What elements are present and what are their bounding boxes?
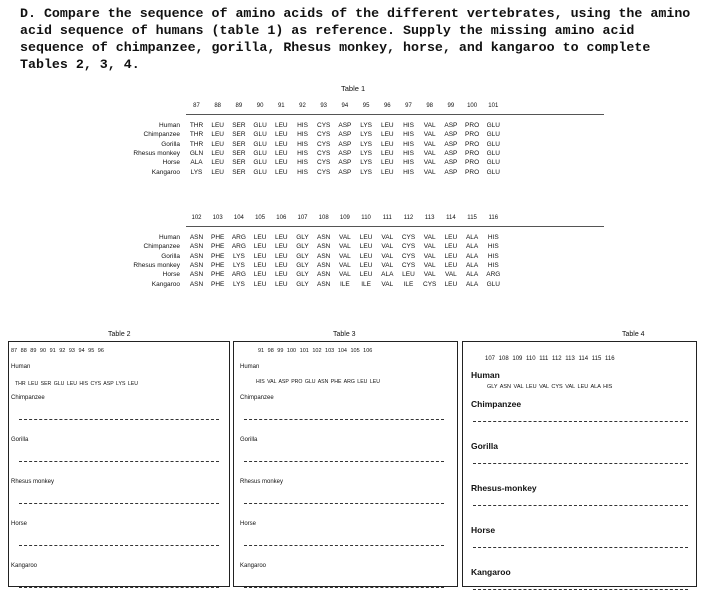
amino-acid: LEU: [253, 261, 267, 269]
position-number: 106: [276, 215, 287, 221]
species-label: Horse: [162, 159, 180, 167]
amino-acid: SER: [232, 140, 246, 148]
position-number: 98: [426, 103, 434, 109]
amino-acid: LEU: [274, 122, 288, 129]
amino-acid: VAL: [338, 234, 351, 241]
amino-acid: LEU: [274, 243, 288, 251]
amino-acid: GLY: [296, 252, 309, 260]
amino-acid: CYS: [317, 122, 331, 129]
amino-acid: HIS: [487, 261, 499, 269]
position-number: 97: [405, 103, 412, 109]
amino-acid: VAL: [423, 261, 436, 269]
amino-acid: VAL: [381, 280, 394, 288]
amino-acid: LEU: [380, 168, 394, 176]
position-number: 88: [214, 103, 222, 109]
position-number: 93: [320, 103, 328, 109]
amino-acid: ASP: [338, 149, 352, 157]
table2-human-label: Human: [11, 364, 31, 370]
table3-human-label: Human: [240, 364, 260, 370]
position-number: 95: [362, 103, 370, 109]
position-number: 101: [488, 103, 499, 109]
amino-acid: ASN: [189, 280, 204, 288]
amino-acid: LEU: [253, 271, 267, 279]
species-label: Gorilla: [161, 140, 180, 148]
header-rule: [186, 114, 604, 115]
species-label: Chimpanzee: [11, 395, 45, 401]
species-label: Rhesus monkey: [133, 149, 180, 157]
position-number: 108: [318, 215, 329, 221]
amino-acid: HIS: [403, 149, 414, 157]
amino-acid: PHE: [211, 234, 225, 241]
table4-positions: 107 108 109 110 111 112 113 114 115 116: [485, 356, 615, 362]
amino-acid: GLY: [296, 271, 309, 279]
position-number: 100: [467, 103, 478, 109]
amino-acid: CYS: [401, 243, 416, 251]
position-number: 89: [235, 103, 243, 109]
species-label: Rhesus monkey: [240, 479, 284, 485]
amino-acid: PHE: [211, 252, 225, 260]
amino-acid: PRO: [465, 131, 480, 139]
amino-acid: ALA: [465, 261, 479, 269]
amino-acid: LEU: [274, 131, 288, 139]
amino-acid: VAL: [338, 243, 351, 251]
amino-acid: LEU: [444, 261, 458, 269]
amino-acid: GLU: [253, 131, 267, 139]
answer-blank[interactable]: [244, 461, 444, 462]
amino-acid: GLU: [253, 168, 267, 176]
amino-acid: PRO: [465, 168, 480, 176]
amino-acid: LYS: [360, 122, 372, 129]
position-number: 104: [233, 215, 244, 221]
amino-acid: LYS: [232, 280, 245, 288]
amino-acid: LEU: [380, 122, 394, 129]
amino-acid: LYS: [360, 168, 372, 176]
amino-acid: ALA: [465, 252, 479, 260]
amino-acid: LEU: [274, 168, 288, 176]
species-label: Chimpanzee: [143, 243, 180, 251]
species-label: Gorilla: [240, 437, 258, 443]
amino-acid: LEU: [274, 140, 288, 148]
position-number: 107: [297, 215, 308, 221]
amino-acid: GLU: [486, 149, 500, 157]
amino-acid: LEU: [444, 252, 458, 260]
amino-acid: HIS: [403, 122, 414, 129]
table3-human-seq: HIS VAL ASP PRO GLU ASN PHE ARG LEU LEU: [256, 379, 380, 385]
amino-acid: VAL: [423, 271, 436, 279]
amino-acid: LEU: [359, 252, 373, 260]
amino-acid: LEU: [380, 140, 394, 148]
species-label: Kangaroo: [151, 280, 180, 288]
species-label: Horse: [471, 525, 496, 535]
amino-acid: VAL: [338, 252, 351, 260]
amino-acid: HIS: [297, 131, 308, 139]
amino-acid: ASP: [444, 122, 458, 129]
amino-acid: ASN: [189, 252, 204, 260]
answer-blank[interactable]: [19, 503, 219, 504]
amino-acid: VAL: [381, 261, 394, 269]
amino-acid: SER: [232, 122, 246, 129]
amino-acid: VAL: [423, 122, 436, 129]
position-number: 99: [447, 103, 455, 109]
amino-acid: LYS: [360, 149, 372, 157]
amino-acid: HIS: [487, 234, 499, 241]
amino-acid: LEU: [211, 140, 225, 148]
position-number: 91: [277, 103, 285, 109]
amino-acid: GLU: [253, 140, 267, 148]
position-number: 112: [403, 215, 414, 221]
amino-acid: HIS: [403, 131, 414, 139]
amino-acid: GLU: [486, 140, 500, 148]
amino-acid: HIS: [487, 252, 499, 260]
position-number: 110: [361, 215, 371, 221]
species-label: Horse: [240, 521, 257, 527]
answer-blank[interactable]: [244, 503, 444, 504]
amino-acid: GLY: [296, 261, 309, 269]
amino-acid: LYS: [232, 252, 245, 260]
amino-acid: ARG: [231, 271, 246, 279]
amino-acid: LEU: [444, 280, 458, 288]
position-number: 90: [256, 103, 264, 109]
amino-acid: VAL: [444, 271, 457, 279]
amino-acid: LEU: [274, 234, 288, 241]
amino-acid: LYS: [232, 261, 245, 269]
answer-blank[interactable]: [473, 421, 688, 422]
answer-blank[interactable]: [244, 587, 444, 588]
amino-acid: SER: [232, 131, 246, 139]
position-number: 115: [467, 215, 477, 221]
amino-acid: ASP: [444, 168, 458, 176]
amino-acid: LEU: [253, 243, 267, 251]
amino-acid: LYS: [360, 131, 372, 139]
answer-blank[interactable]: [473, 589, 688, 590]
answer-blank[interactable]: [473, 505, 688, 506]
amino-acid: LEU: [211, 149, 225, 157]
amino-acid: HIS: [297, 149, 308, 157]
amino-acid: GLU: [253, 159, 267, 167]
position-number: 105: [255, 215, 266, 221]
amino-acid: ALA: [381, 271, 394, 279]
amino-acid: SER: [232, 159, 246, 167]
amino-acid: LEU: [380, 149, 394, 157]
amino-acid: VAL: [423, 243, 436, 251]
amino-acid: ASN: [317, 271, 331, 279]
table2-human-seq: THR LEU SER GLU LEU HIS CYS ASP LYS LEU: [15, 381, 138, 387]
table2-title: Table 2: [108, 331, 131, 338]
amino-acid: ALA: [465, 280, 479, 288]
amino-acid: LEU: [274, 252, 288, 260]
amino-acid: ALA: [465, 243, 479, 251]
species-label: Gorilla: [161, 252, 180, 260]
amino-acid: VAL: [423, 140, 436, 148]
amino-acid: VAL: [381, 243, 394, 251]
amino-acid: VAL: [338, 261, 351, 269]
amino-acid: LEU: [274, 149, 288, 157]
amino-acid: CYS: [401, 261, 416, 269]
amino-acid: VAL: [423, 252, 436, 260]
table4-title: Table 4: [622, 331, 645, 338]
amino-acid: LEU: [274, 261, 288, 269]
amino-acid: GLU: [253, 149, 267, 157]
amino-acid: PRO: [465, 159, 480, 167]
amino-acid: LEU: [211, 168, 225, 176]
amino-acid: VAL: [423, 149, 436, 157]
amino-acid: HIS: [487, 243, 499, 251]
species-label: Human: [159, 122, 180, 129]
amino-acid: CYS: [317, 131, 331, 139]
species-label: Chimpanzee: [143, 131, 180, 139]
position-number: 102: [191, 215, 202, 221]
instructions: D. Compare the sequence of amino acids of the different vertebrates, using the amino acid sequence of humans (table 1) as reference. Supply the missing amino acid sequence of chimpanzee, gorilla, Rhesus monkey, horse, and kangaroo to complete Tables 2, 3, 4.: [20, 6, 691, 72]
amino-acid: ASP: [338, 140, 352, 148]
species-label: Kangaroo: [151, 168, 180, 176]
position-number: 113: [424, 215, 435, 221]
amino-acid: ILE: [361, 280, 371, 288]
species-label: Kangaroo: [11, 563, 38, 569]
amino-acid: ASP: [338, 168, 352, 176]
position-number: 111: [382, 215, 392, 221]
amino-acid: CYS: [317, 140, 331, 148]
amino-acid: VAL: [423, 234, 436, 241]
table4-human-seq: GLY ASN VAL LEU VAL CYS VAL LEU ALA HIS: [487, 384, 613, 390]
position-number: 114: [446, 215, 456, 221]
table1-title: Table 1: [341, 84, 366, 93]
amino-acid: PRO: [465, 122, 480, 129]
answer-blank[interactable]: [19, 461, 219, 462]
amino-acid: ARG: [231, 243, 246, 251]
amino-acid: HIS: [297, 168, 308, 176]
species-label: Rhesus monkey: [11, 479, 55, 485]
amino-acid: THR: [189, 140, 204, 148]
table3-box: [233, 341, 458, 587]
amino-acid: PRO: [465, 140, 480, 148]
amino-acid: ASN: [317, 243, 331, 251]
amino-acid: LEU: [211, 122, 225, 129]
amino-acid: VAL: [423, 168, 436, 176]
amino-acid: ALA: [465, 234, 479, 241]
amino-acid: LEU: [359, 261, 373, 269]
species-label: Kangaroo: [240, 563, 267, 569]
species-label: Rhesus monkey: [133, 261, 180, 269]
amino-acid: LYS: [360, 159, 372, 167]
amino-acid: LEU: [274, 271, 288, 279]
species-label: Human: [159, 234, 180, 241]
amino-acid: ASN: [189, 243, 204, 251]
amino-acid: GLN: [189, 149, 204, 157]
amino-acid: THR: [189, 122, 204, 129]
amino-acid: ASN: [317, 252, 331, 260]
position-number: 94: [341, 103, 349, 109]
amino-acid: ALA: [190, 159, 203, 167]
species-label: Kangaroo: [471, 567, 511, 577]
answer-blank[interactable]: [244, 545, 444, 546]
amino-acid: ASP: [444, 131, 458, 139]
amino-acid: LEU: [253, 280, 267, 288]
amino-acid: LYS: [360, 140, 372, 148]
answer-blank[interactable]: [19, 587, 219, 588]
amino-acid: GLU: [486, 122, 500, 129]
amino-acid: GLY: [296, 280, 309, 288]
amino-acid: LEU: [211, 131, 225, 139]
species-label: Chimpanzee: [471, 399, 522, 409]
amino-acid: PHE: [211, 271, 225, 279]
answer-blank[interactable]: [473, 547, 688, 548]
amino-acid: ASN: [189, 261, 204, 269]
amino-acid: GLY: [296, 234, 309, 241]
amino-acid: LEU: [211, 159, 225, 167]
amino-acid: CYS: [423, 280, 437, 288]
amino-acid: LEU: [274, 159, 288, 167]
amino-acid: LEU: [380, 159, 394, 167]
amino-acid: LEU: [253, 234, 267, 241]
species-label: Horse: [162, 271, 180, 279]
answer-blank[interactable]: [19, 545, 219, 546]
species-label: Gorilla: [471, 441, 498, 451]
answer-blank[interactable]: [19, 419, 219, 420]
amino-acid: ASP: [338, 122, 352, 129]
amino-acid: GLU: [486, 168, 500, 176]
amino-acid: PHE: [211, 243, 225, 251]
amino-acid: VAL: [338, 271, 351, 279]
position-number: 109: [339, 215, 350, 221]
amino-acid: ASP: [338, 159, 352, 167]
header-rule: [186, 226, 604, 227]
amino-acid: GLU: [486, 280, 500, 288]
amino-acid: ASP: [444, 149, 458, 157]
position-number: 96: [383, 103, 391, 109]
position-number: 87: [193, 103, 200, 109]
amino-acid: VAL: [423, 159, 436, 167]
amino-acid: LEU: [380, 131, 394, 139]
amino-acid: VAL: [423, 131, 436, 139]
amino-acid: PHE: [211, 280, 225, 288]
species-label: Rhesus-monkey: [471, 483, 537, 493]
amino-acid: VAL: [381, 252, 394, 260]
amino-acid: LEU: [402, 271, 415, 279]
amino-acid: CYS: [317, 159, 331, 167]
amino-acid: LEU: [444, 234, 458, 241]
table2-positions: 87 88 89 90 91 92 93 94 95 96: [11, 348, 104, 354]
answer-blank[interactable]: [244, 419, 444, 420]
amino-acid: VAL: [381, 234, 394, 241]
amino-acid: ARG: [486, 271, 501, 279]
amino-acid: LEU: [359, 234, 373, 241]
amino-acid: HIS: [297, 159, 308, 167]
amino-acid: PRO: [465, 149, 480, 157]
amino-acid: LEU: [444, 243, 458, 251]
amino-acid: HIS: [403, 140, 414, 148]
amino-acid: CYS: [401, 252, 416, 260]
amino-acid: ASP: [338, 131, 352, 139]
table4-human-label: Human: [471, 370, 500, 380]
position-number: 116: [488, 215, 499, 221]
amino-acid: HIS: [403, 159, 414, 167]
amino-acid: GLY: [296, 243, 309, 251]
amino-acid: ASN: [317, 234, 331, 241]
amino-acid: GLU: [253, 122, 267, 129]
amino-acid: ALA: [465, 271, 479, 279]
amino-acid: HIS: [297, 122, 308, 129]
amino-acid: HIS: [297, 140, 308, 148]
position-number: 103: [212, 215, 223, 221]
amino-acid: GLU: [486, 159, 500, 167]
species-label: Horse: [11, 521, 28, 527]
amino-acid: ASN: [317, 261, 331, 269]
amino-acid: LEU: [359, 243, 373, 251]
table2-box: [8, 341, 230, 587]
amino-acid: ILE: [340, 280, 350, 288]
amino-acid: LYS: [190, 168, 203, 176]
answer-blank[interactable]: [473, 463, 688, 464]
table3-positions: 91 98 99 100 101 102 103 104 105 106: [258, 348, 373, 354]
position-number: 92: [299, 103, 306, 109]
amino-acid: ASN: [189, 234, 204, 241]
amino-acid: GLU: [486, 131, 500, 139]
amino-acid: CYS: [317, 149, 331, 157]
species-label: Gorilla: [11, 437, 29, 443]
amino-acid: ASP: [444, 140, 458, 148]
amino-acid: ARG: [231, 234, 246, 241]
amino-acid: ASN: [189, 271, 204, 279]
amino-acid: SER: [232, 149, 246, 157]
amino-acid: HIS: [403, 168, 414, 176]
amino-acid: ILE: [403, 280, 414, 288]
table3-title: Table 3: [333, 331, 356, 338]
amino-acid: ASN: [317, 280, 331, 288]
amino-acid: ASP: [444, 159, 458, 167]
table4-box: [462, 341, 697, 587]
amino-acid: SER: [232, 168, 246, 176]
amino-acid: THR: [189, 131, 204, 139]
amino-acid: LEU: [274, 280, 288, 288]
amino-acid: CYS: [317, 168, 331, 176]
species-label: Chimpanzee: [240, 395, 274, 401]
amino-acid: LEU: [253, 252, 267, 260]
amino-acid: LEU: [359, 271, 373, 279]
amino-acid: PHE: [211, 261, 225, 269]
amino-acid: CYS: [401, 234, 416, 241]
